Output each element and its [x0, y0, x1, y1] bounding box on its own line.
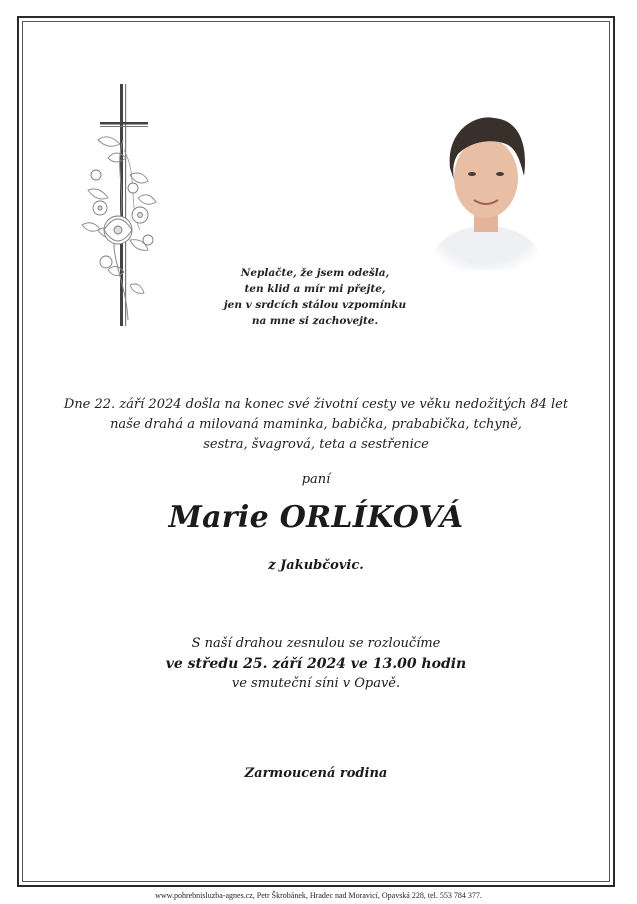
ceremony-place: ve smuteční síni v Opavě.: [231, 676, 401, 691]
funeral-details: [22, 634, 610, 694]
cross-with-flowers-icon: [68, 80, 178, 335]
deceased-name: Marie ORLÍKOVÁ: [168, 500, 464, 535]
poem-line: jen v srdcích stálou vzpomínku: [223, 299, 407, 311]
death-announcement: [22, 395, 610, 455]
ceremony-intro: S naší drahou zesnulou se rozloučíme: [191, 636, 441, 651]
announcement-line: Dne 22. září 2024 došla na konec své životní cesty ve věku nedožitých 84 let: [63, 397, 569, 412]
poem-line: Neplačte, že jsem odešla,: [240, 267, 390, 279]
honorific: paní: [301, 472, 331, 487]
poem-line: na mne si zachovejte.: [251, 315, 379, 327]
announcement-line: naše drahá a milovaná maminka, babička, prababička, tchyně,: [110, 417, 522, 432]
memorial-poem: [200, 265, 430, 329]
poem-line: ten klid a mír mi přejte,: [244, 283, 386, 295]
signature: Zarmoucená rodina: [244, 766, 388, 781]
ceremony-datetime: ve středu 25. září 2024 ve 13.00 hodin: [165, 656, 467, 672]
portrait-photo: [420, 108, 552, 270]
announcement-line: sestra, švagrová, teta a sestřenice: [203, 437, 429, 452]
footer-contact: www.pohrebnisluzba-agnes.cz, Petr Škrobánek, Hradec nad Moravicí, Opavská 228, tel. 553 784 377.: [155, 891, 482, 900]
origin: z Jakubčovic.: [268, 558, 364, 573]
